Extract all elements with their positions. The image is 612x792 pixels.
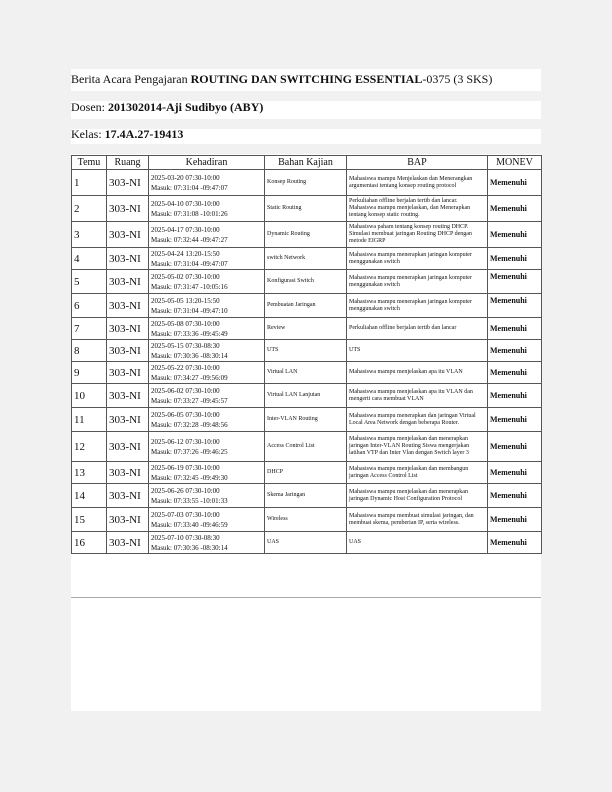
column-header-bap: BAP bbox=[347, 156, 488, 170]
cell-bap: Mahasiswa mampu menjelaskan dan membangun jaringan Access Control List bbox=[347, 462, 488, 484]
lecturer-name: 201302014-Aji Sudibyo (ABY) bbox=[108, 100, 264, 114]
cell-ruang: 303-NI bbox=[107, 294, 149, 318]
check-in-time: Masuk: 07:37:26 -09:46:25 bbox=[151, 447, 228, 456]
cell-ruang: 303-NI bbox=[107, 248, 149, 270]
cell-temu: 2 bbox=[72, 196, 107, 222]
cell-temu: 9 bbox=[72, 362, 107, 384]
cell-bap: Mahasiswa mampu menjelaskan dan menerapkan jaringan Inter-VLAN Routing Siswa mengerjakan latihan VTP dan Inter Vlan dengan Switch layer 3 bbox=[347, 432, 488, 462]
cell-kehadiran bbox=[149, 294, 265, 318]
cell-temu: 6 bbox=[72, 294, 107, 318]
cell-kehadiran bbox=[149, 408, 265, 432]
cell-kehadiran bbox=[149, 462, 265, 484]
cell-ruang: 303-NI bbox=[107, 318, 149, 340]
cell-monev: Memenuhi bbox=[488, 462, 542, 484]
cell-monev: Memenuhi bbox=[488, 408, 542, 432]
cell-kehadiran bbox=[149, 340, 265, 362]
cell-temu: 3 bbox=[72, 222, 107, 248]
cell-bahan-kajian: Dynamic Routing bbox=[265, 222, 347, 248]
cell-bahan-kajian: Konsep Routing bbox=[265, 170, 347, 196]
cell-kehadiran bbox=[149, 432, 265, 462]
schedule-time: 2025-04-10 07:30-10:00 bbox=[151, 199, 220, 208]
cell-kehadiran bbox=[149, 170, 265, 196]
cell-kehadiran bbox=[149, 362, 265, 384]
cell-kehadiran bbox=[149, 196, 265, 222]
class-line bbox=[71, 127, 541, 141]
cell-kehadiran bbox=[149, 484, 265, 508]
cell-monev: Memenuhi bbox=[488, 484, 542, 508]
schedule-time: 2025-06-12 07:30-10:00 bbox=[151, 437, 220, 446]
check-in-time: Masuk: 07:30:36 -08:30:14 bbox=[151, 543, 228, 552]
table-row bbox=[72, 408, 542, 432]
cell-bap: Mahasiswa mampu Menjelaskan dan Menerangkan argumentasi tentang konsep routing protocol bbox=[347, 170, 488, 196]
column-header-monev: MONEV bbox=[488, 156, 542, 170]
cell-bap: Perkuliahan offline berjalan tertib dan lancar bbox=[347, 318, 488, 340]
separator bbox=[71, 144, 541, 154]
cell-temu: 4 bbox=[72, 248, 107, 270]
cell-kehadiran bbox=[149, 532, 265, 554]
schedule-time: 2025-05-22 07:30-10:00 bbox=[151, 363, 220, 372]
table-row bbox=[72, 432, 542, 462]
table-row bbox=[72, 484, 542, 508]
cell-bahan-kajian: Konfigurasi Switch bbox=[265, 270, 347, 294]
cell-bahan-kajian: Pembuatan Jaringan bbox=[265, 294, 347, 318]
cell-temu: 1 bbox=[72, 170, 107, 196]
check-in-time: Masuk: 07:31:08 -10:01:26 bbox=[151, 209, 228, 218]
cell-monev: Memenuhi bbox=[488, 248, 542, 270]
table-row bbox=[72, 362, 542, 384]
check-in-time: Masuk: 07:31:04 -09:47:07 bbox=[151, 183, 228, 192]
cell-bap: Mahasiswa mampu membuat simulasi jaringan, dan membuat skema, pemberian IP, serta wireless. bbox=[347, 508, 488, 532]
cell-bahan-kajian: Review bbox=[265, 318, 347, 340]
schedule-time: 2025-04-17 07:30-10:00 bbox=[151, 225, 220, 234]
cell-bahan-kajian: UTS bbox=[265, 340, 347, 362]
cell-ruang: 303-NI bbox=[107, 462, 149, 484]
course-name: ROUTING DAN SWITCHING ESSENTIAL bbox=[190, 72, 423, 86]
cell-bap: UTS bbox=[347, 340, 488, 362]
cell-ruang: 303-NI bbox=[107, 196, 149, 222]
table-row bbox=[72, 270, 542, 294]
cell-bap: Mahasiswa mampu menerapkan jaringan komputer menggunakan switch bbox=[347, 270, 488, 294]
lecturer-label: Dosen: bbox=[71, 100, 108, 114]
cell-monev: Memenuhi bbox=[488, 294, 542, 318]
table-row bbox=[72, 384, 542, 408]
cell-monev: Memenuhi bbox=[488, 340, 542, 362]
cell-ruang: 303-NI bbox=[107, 484, 149, 508]
course-prefix: Berita Acara Pengajaran bbox=[71, 72, 191, 86]
cell-bap: Mahasiswa mampu menjelaskan apa itu VLAN dan mengerti cara membuat VLAN bbox=[347, 384, 488, 408]
cell-bap: Mahasiswa mampu menjelaskan apa itu VLAN bbox=[347, 362, 488, 384]
check-in-time: Masuk: 07:33:36 -09:45:49 bbox=[151, 329, 228, 338]
cell-temu: 13 bbox=[72, 462, 107, 484]
schedule-time: 2025-05-08 07:30-10:00 bbox=[151, 319, 220, 328]
schedule-time: 2025-04-24 13:20-15:50 bbox=[151, 249, 220, 258]
cell-monev: Memenuhi bbox=[488, 362, 542, 384]
course-suffix: -0375 (3 SKS) bbox=[422, 72, 493, 86]
schedule-time: 2025-07-03 07:30-10:00 bbox=[151, 510, 220, 519]
schedule-time: 2025-07-10 07:30-08:30 bbox=[151, 533, 220, 542]
cell-bap: Mahasiswa mampu menerapkan dan jaringan Virtual Local Area Network dengan beberapa Router. bbox=[347, 408, 488, 432]
check-in-time: Masuk: 07:33:55 -10:01:33 bbox=[151, 496, 228, 505]
cell-bahan-kajian: DHCP bbox=[265, 462, 347, 484]
check-in-time: Masuk: 07:34:27 -09:56:09 bbox=[151, 373, 228, 382]
cell-ruang: 303-NI bbox=[107, 170, 149, 196]
cell-temu: 10 bbox=[72, 384, 107, 408]
cell-bap: Perkuliahan offline berjalan tertib dan lancar. Mahasiswa mampu menjelaskan, dan Menerapkan tentang konsep static routing. bbox=[347, 196, 488, 222]
cell-ruang: 303-NI bbox=[107, 222, 149, 248]
check-in-time: Masuk: 07:33:27 -09:45:57 bbox=[151, 396, 228, 405]
cell-temu: 16 bbox=[72, 532, 107, 554]
cell-temu: 12 bbox=[72, 432, 107, 462]
cell-temu: 7 bbox=[72, 318, 107, 340]
cell-temu: 8 bbox=[72, 340, 107, 362]
cell-monev: Memenuhi bbox=[488, 170, 542, 196]
check-in-time: Masuk: 07:32:45 -09:49:30 bbox=[151, 473, 228, 482]
table-row bbox=[72, 318, 542, 340]
cell-ruang: 303-NI bbox=[107, 270, 149, 294]
cell-monev: Memenuhi bbox=[488, 270, 542, 294]
schedule-time: 2025-05-05 13:20-15:50 bbox=[151, 296, 220, 305]
cell-ruang: 303-NI bbox=[107, 408, 149, 432]
schedule-time: 2025-06-02 07:30-10:00 bbox=[151, 386, 220, 395]
cell-monev: Memenuhi bbox=[488, 432, 542, 462]
cell-bap: UAS bbox=[347, 532, 488, 554]
cell-monev: Memenuhi bbox=[488, 222, 542, 248]
cell-kehadiran bbox=[149, 222, 265, 248]
cell-kehadiran bbox=[149, 270, 265, 294]
cell-ruang: 303-NI bbox=[107, 340, 149, 362]
column-header-bahan-kajian: Bahan Kajian bbox=[265, 156, 347, 170]
cell-kehadiran bbox=[149, 384, 265, 408]
cell-ruang: 303-NI bbox=[107, 362, 149, 384]
cell-temu: 11 bbox=[72, 408, 107, 432]
check-in-time: Masuk: 07:31:04 -09:47:07 bbox=[151, 259, 228, 268]
cell-bahan-kajian: UAS bbox=[265, 532, 347, 554]
check-in-time: Masuk: 07:32:44 -09:47:27 bbox=[151, 235, 228, 244]
cell-bahan-kajian: Skema Jaringan bbox=[265, 484, 347, 508]
table-row bbox=[72, 222, 542, 248]
cell-ruang: 303-NI bbox=[107, 432, 149, 462]
schedule-time: 2025-06-26 07:30-10:00 bbox=[151, 486, 220, 495]
cell-monev: Memenuhi bbox=[488, 508, 542, 532]
attendance-table bbox=[71, 155, 542, 554]
lecturer-line bbox=[71, 100, 541, 114]
table-row bbox=[72, 508, 542, 532]
cell-bap: Mahasiswa mampu menjelaskan dan menerapkan jaringan Dynamic Host Configuration Protocol bbox=[347, 484, 488, 508]
cell-bahan-kajian: Static Routing bbox=[265, 196, 347, 222]
cell-kehadiran bbox=[149, 248, 265, 270]
cell-bahan-kajian: Virtual LAN bbox=[265, 362, 347, 384]
table-row bbox=[72, 532, 542, 554]
column-header-kehadiran: Kehadiran bbox=[149, 156, 265, 170]
cell-bap: Mahasiswa mampu menerapkan jaringan komputer menggunakan switch bbox=[347, 294, 488, 318]
cell-kehadiran bbox=[149, 508, 265, 532]
table-row bbox=[72, 462, 542, 484]
table-row bbox=[72, 170, 542, 196]
cell-bahan-kajian: Virtual LAN Lanjutan bbox=[265, 384, 347, 408]
schedule-time: 2025-06-05 07:30-10:00 bbox=[151, 410, 220, 419]
cell-monev: Memenuhi bbox=[488, 196, 542, 222]
cell-bap: Mahasiswa mampu menerapkan jaringan komputer menggunakan switch bbox=[347, 248, 488, 270]
class-label: Kelas: bbox=[71, 127, 105, 141]
cell-bahan-kajian: Inter-VLAN Routing bbox=[265, 408, 347, 432]
footer-divider bbox=[71, 597, 541, 598]
table-header-row bbox=[72, 156, 542, 170]
column-header-temu: Temu bbox=[72, 156, 107, 170]
cell-ruang: 303-NI bbox=[107, 384, 149, 408]
column-header-ruang: Ruang bbox=[107, 156, 149, 170]
document-page bbox=[71, 69, 541, 711]
check-in-time: Masuk: 07:30:36 -08:30:14 bbox=[151, 351, 228, 360]
cell-kehadiran bbox=[149, 318, 265, 340]
cell-bahan-kajian: switch Network bbox=[265, 248, 347, 270]
cell-monev: Memenuhi bbox=[488, 318, 542, 340]
course-line bbox=[71, 72, 541, 86]
table-row bbox=[72, 248, 542, 270]
cell-temu: 5 bbox=[72, 270, 107, 294]
table-row bbox=[72, 340, 542, 362]
cell-monev: Memenuhi bbox=[488, 532, 542, 554]
check-in-time: Masuk: 07:32:28 -09:48:56 bbox=[151, 420, 228, 429]
cell-monev: Memenuhi bbox=[488, 384, 542, 408]
cell-ruang: 303-NI bbox=[107, 532, 149, 554]
cell-bahan-kajian: Wireless bbox=[265, 508, 347, 532]
schedule-time: 2025-05-15 07:30-08:30 bbox=[151, 341, 220, 350]
cell-temu: 15 bbox=[72, 508, 107, 532]
check-in-time: Masuk: 07:31:47 -10:05:16 bbox=[151, 282, 228, 291]
table-row bbox=[72, 196, 542, 222]
schedule-time: 2025-03-20 07:30-10:00 bbox=[151, 173, 220, 182]
schedule-time: 2025-06-19 07:30-10:00 bbox=[151, 463, 220, 472]
table-row bbox=[72, 294, 542, 318]
cell-ruang: 303-NI bbox=[107, 508, 149, 532]
cell-bahan-kajian: Access Control List bbox=[265, 432, 347, 462]
check-in-time: Masuk: 07:33:40 -09:46:59 bbox=[151, 520, 228, 529]
cell-bap: Mahasiswa paham tentang konsep routing DHCP. Simulasi membuat jaringan Routing DHCP dengan metode EIGRP bbox=[347, 222, 488, 248]
cell-temu: 14 bbox=[72, 484, 107, 508]
schedule-time: 2025-05-02 07:30-10:00 bbox=[151, 272, 220, 281]
class-name: 17.4A.27-19413 bbox=[104, 127, 184, 141]
check-in-time: Masuk: 07:31:04 -09:47:10 bbox=[151, 306, 228, 315]
